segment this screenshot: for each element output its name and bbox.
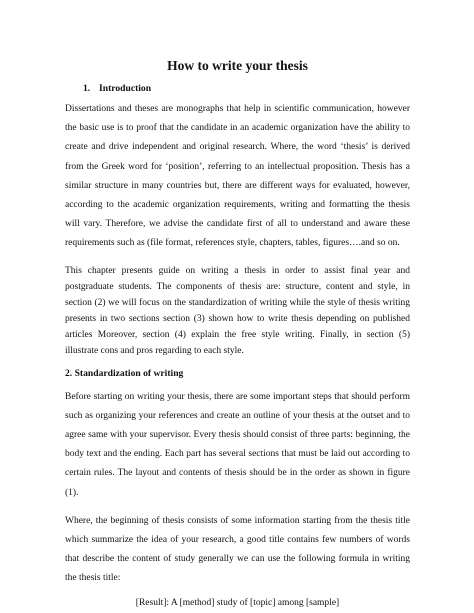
standardization-paragraph-2: Where, the beginning of thesis consists of some information starting from the thesis title which summarize the idea of your research, a good title contains few numbers of words that describe the content of study generally we can use the following formula in writing the thesis title: — [65, 515, 410, 584]
section-1-number: 1. — [83, 83, 91, 94]
section-1-heading — [83, 83, 410, 94]
document-title: How to write your thesis — [167, 58, 308, 73]
standardization-paragraph-1: Before starting on writing your thesis, there are some important steps that should perform such as organizing your references and create an outline of your thesis at the outset and to agree same with your supervisor. Every thesis should consist of three parts: beginning, the body text and the ending. Each part has several sections that must be laid out according to certain rules. The layout and contents of thesis should be in the order as shown in figure (1). — [65, 391, 410, 498]
section-1-title: Introduction — [99, 83, 152, 94]
section-2-heading: 2. Standardization of writing — [65, 367, 184, 379]
title-formula: [Result]: A [method] study of [topic] among [sample] — [135, 597, 340, 608]
intro-paragraph-1: Dissertations and theses are monographs that help in scientific communication, however the basic use is to proof that the candidate in an academic organization have the ability to create and drive independent and original research. Where, the word ‘thesis’ is derived from the Greek word for ‘position’, referring to an intellectual proposition. Thesis has a similar structure in many countries but, there are different ways for evaluated, however, according to the academic organization requirements, writing and formatting the thesis will vary. Therefore, we advise the candidate first of all to understand and aware these requirements such as (file format, references style, chapters, tables, figures….and so on. — [65, 104, 410, 249]
intro-paragraph-2: This chapter presents guide on writing a thesis in order to assist final year and postgraduate students. The components of thesis are: structure, content and style, in section (2) we will focus on the standardization of writing while the style of thesis writing presents in two sections section (3) shown how to write thesis depending on published articles Moreover, section (4) explain the free style writing. Finally, in section (5) illustrate cons and pros regarding to each style. — [65, 265, 410, 356]
